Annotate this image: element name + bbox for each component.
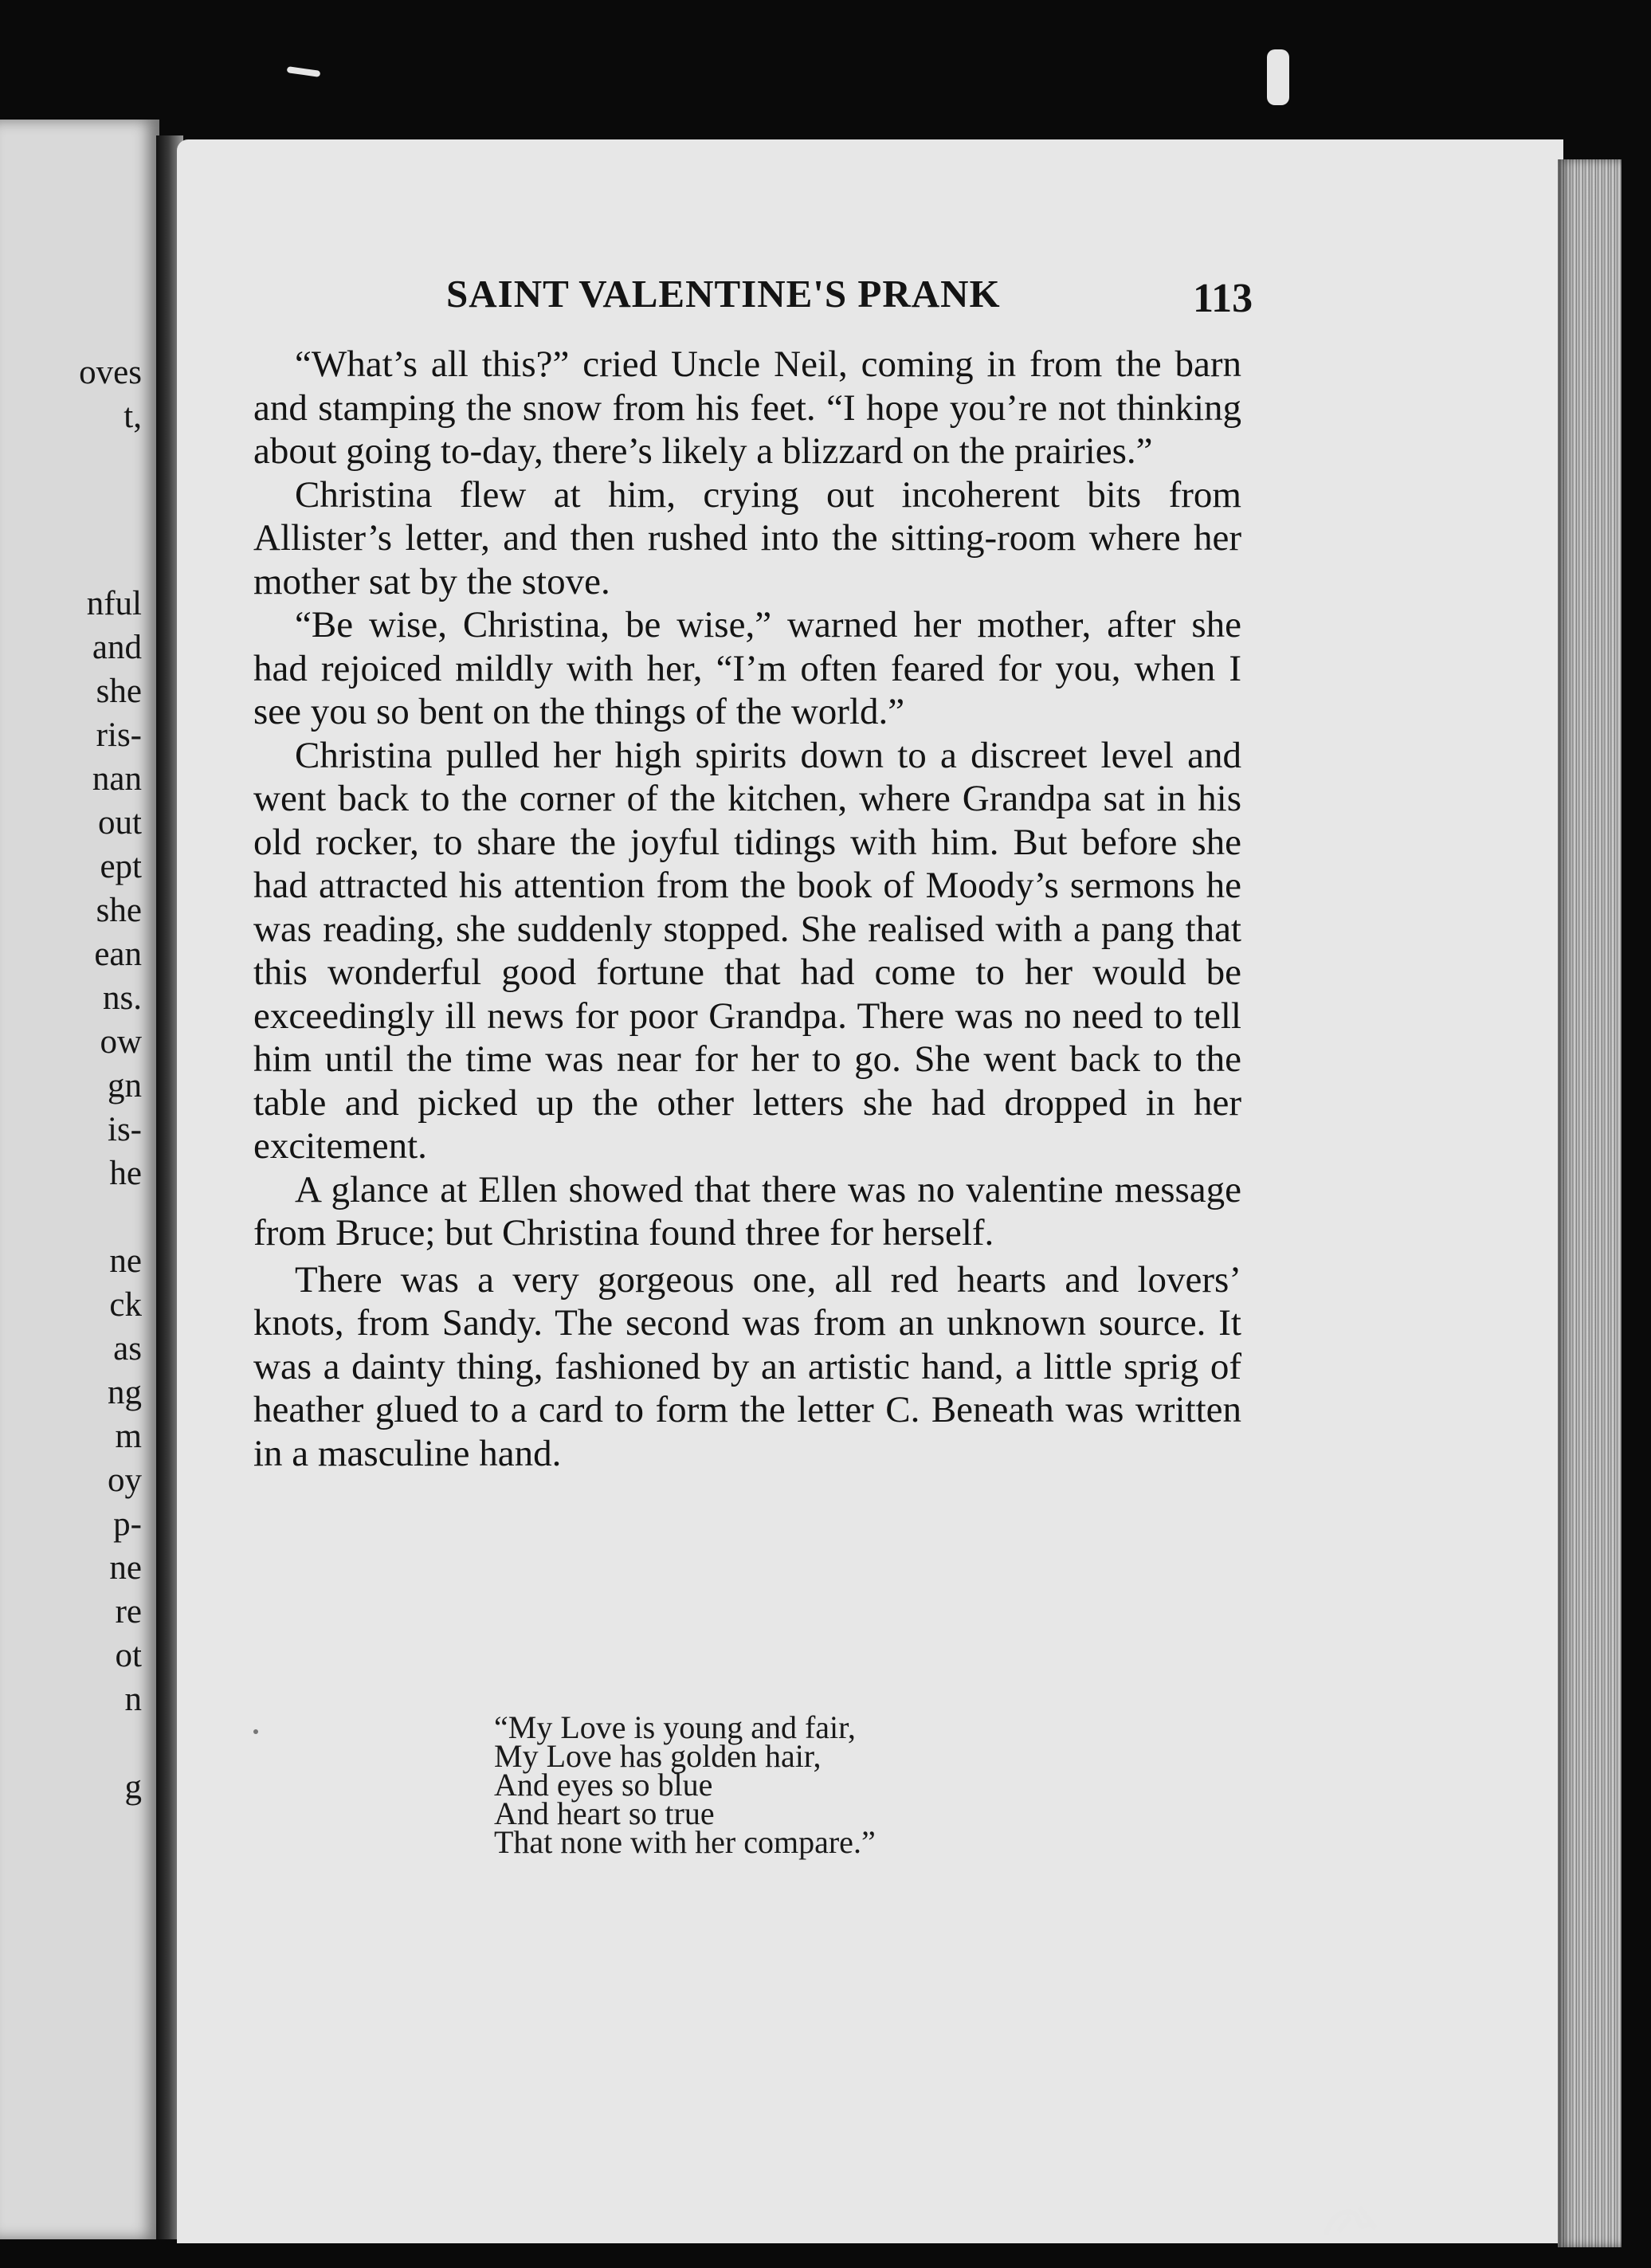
previous-page-line-ending: ng bbox=[108, 1374, 142, 1411]
previous-page-line-ending: ne bbox=[109, 1242, 142, 1280]
previous-page-line-ending: ean bbox=[94, 936, 142, 973]
page-edges bbox=[1558, 159, 1622, 2247]
previous-page-line-ending: gn bbox=[108, 1067, 142, 1105]
film-scratch bbox=[1267, 49, 1289, 105]
previous-page-line-ending: t, bbox=[124, 398, 142, 435]
previous-page-line-ending: out bbox=[98, 804, 142, 842]
previous-page-line-ending: and bbox=[92, 629, 142, 666]
previous-page-line-ending: re bbox=[115, 1593, 142, 1630]
previous-page-line-ending: ns. bbox=[103, 979, 142, 1017]
previous-page-fragment bbox=[0, 120, 159, 2239]
previous-page-line-ending: she bbox=[96, 673, 142, 710]
previous-page-line-ending: ot bbox=[115, 1637, 142, 1674]
previous-page-line-ending: she bbox=[96, 892, 142, 929]
verse-line: “My Love is young and fair, bbox=[494, 1709, 856, 1745]
previous-page-line-ending: nful bbox=[86, 585, 142, 622]
previous-page-line-ending: is- bbox=[108, 1111, 142, 1148]
previous-page-line-ending: ris- bbox=[96, 716, 142, 754]
previous-page-line-ending: he bbox=[109, 1155, 142, 1192]
paragraph: Christina flew at him, crying out incoherent bits from Allister’s letter, and then rushed into the sitting-room where her mother sat by the stove. bbox=[253, 473, 1241, 602]
body-text bbox=[253, 343, 1241, 1475]
paragraph: “What’s all this?” cried Uncle Neil, coming in from the barn and stamping the snow from his feet. “I hope you’re not thinking about going to-day, there’s likely a blizzard on the prairies.” bbox=[253, 343, 1241, 472]
verse bbox=[494, 1709, 876, 1860]
previous-page-line-ending: oves bbox=[79, 354, 142, 391]
verse-line: That none with her compare.” bbox=[494, 1824, 876, 1860]
previous-page-line-ending: ept bbox=[100, 848, 142, 885]
verse-line: My Love has golden hair, bbox=[494, 1738, 822, 1774]
print-speck bbox=[253, 1729, 258, 1734]
previous-page-line-ending: ne bbox=[109, 1549, 142, 1587]
library-stamp-mark bbox=[1323, 2199, 1380, 2239]
previous-page-line-endings bbox=[79, 351, 142, 1809]
verse-line: And heart so true bbox=[494, 1795, 715, 1831]
paragraph: Christina pulled her high spirits down to a discreet level and went back to the corner of the kitchen, where Grandpa sat in his old rocker, to share the joyful tidings with him. But before she had attracted his attention from the book of Moody’s sermons he was reading, she suddenly stopped. She realised with a pang that this wonderful good fortune that had come to her would be exceedingly ill news for poor Grandpa. There was no need to tell him until the time was near for her to go. She went back to the table and picked up the other letters she had dropped in her excitement. bbox=[253, 734, 1241, 1167]
previous-page-line-ending: as bbox=[113, 1330, 142, 1367]
previous-page-line-ending: m bbox=[115, 1418, 142, 1455]
verse-line: And eyes so blue bbox=[494, 1767, 713, 1803]
previous-page-line-ending: nan bbox=[92, 760, 142, 798]
previous-page-line-ending: ck bbox=[109, 1286, 142, 1324]
previous-page-line-ending: n bbox=[124, 1681, 142, 1718]
running-head: SAINT VALENTINE'S PRANK bbox=[446, 272, 1001, 316]
previous-page-line-ending: oy bbox=[108, 1462, 142, 1499]
page-number: 113 bbox=[1193, 276, 1253, 321]
previous-page-line-ending: p- bbox=[113, 1505, 142, 1543]
previous-page-line-ending: ow bbox=[100, 1023, 142, 1061]
paragraph: A glance at Ellen showed that there was no valentine message from Bruce; but Christina found three for herself. bbox=[253, 1168, 1241, 1254]
paragraph: There was a very gorgeous one, all red hearts and lovers’ knots, from Sandy. The second was from an unknown source. It was a dainty thing, fashioned by an artistic hand, a little sprig of heather glued to a card to form the letter C. Beneath was written in a masculine hand. bbox=[253, 1258, 1241, 1474]
paragraph: “Be wise, Christina, be wise,” warned her mother, after she had rejoiced mildly with her, “I’m often feared for you, when I see you so bent on the things of the world.” bbox=[253, 604, 1241, 732]
previous-page-line-ending: g bbox=[124, 1768, 142, 1806]
